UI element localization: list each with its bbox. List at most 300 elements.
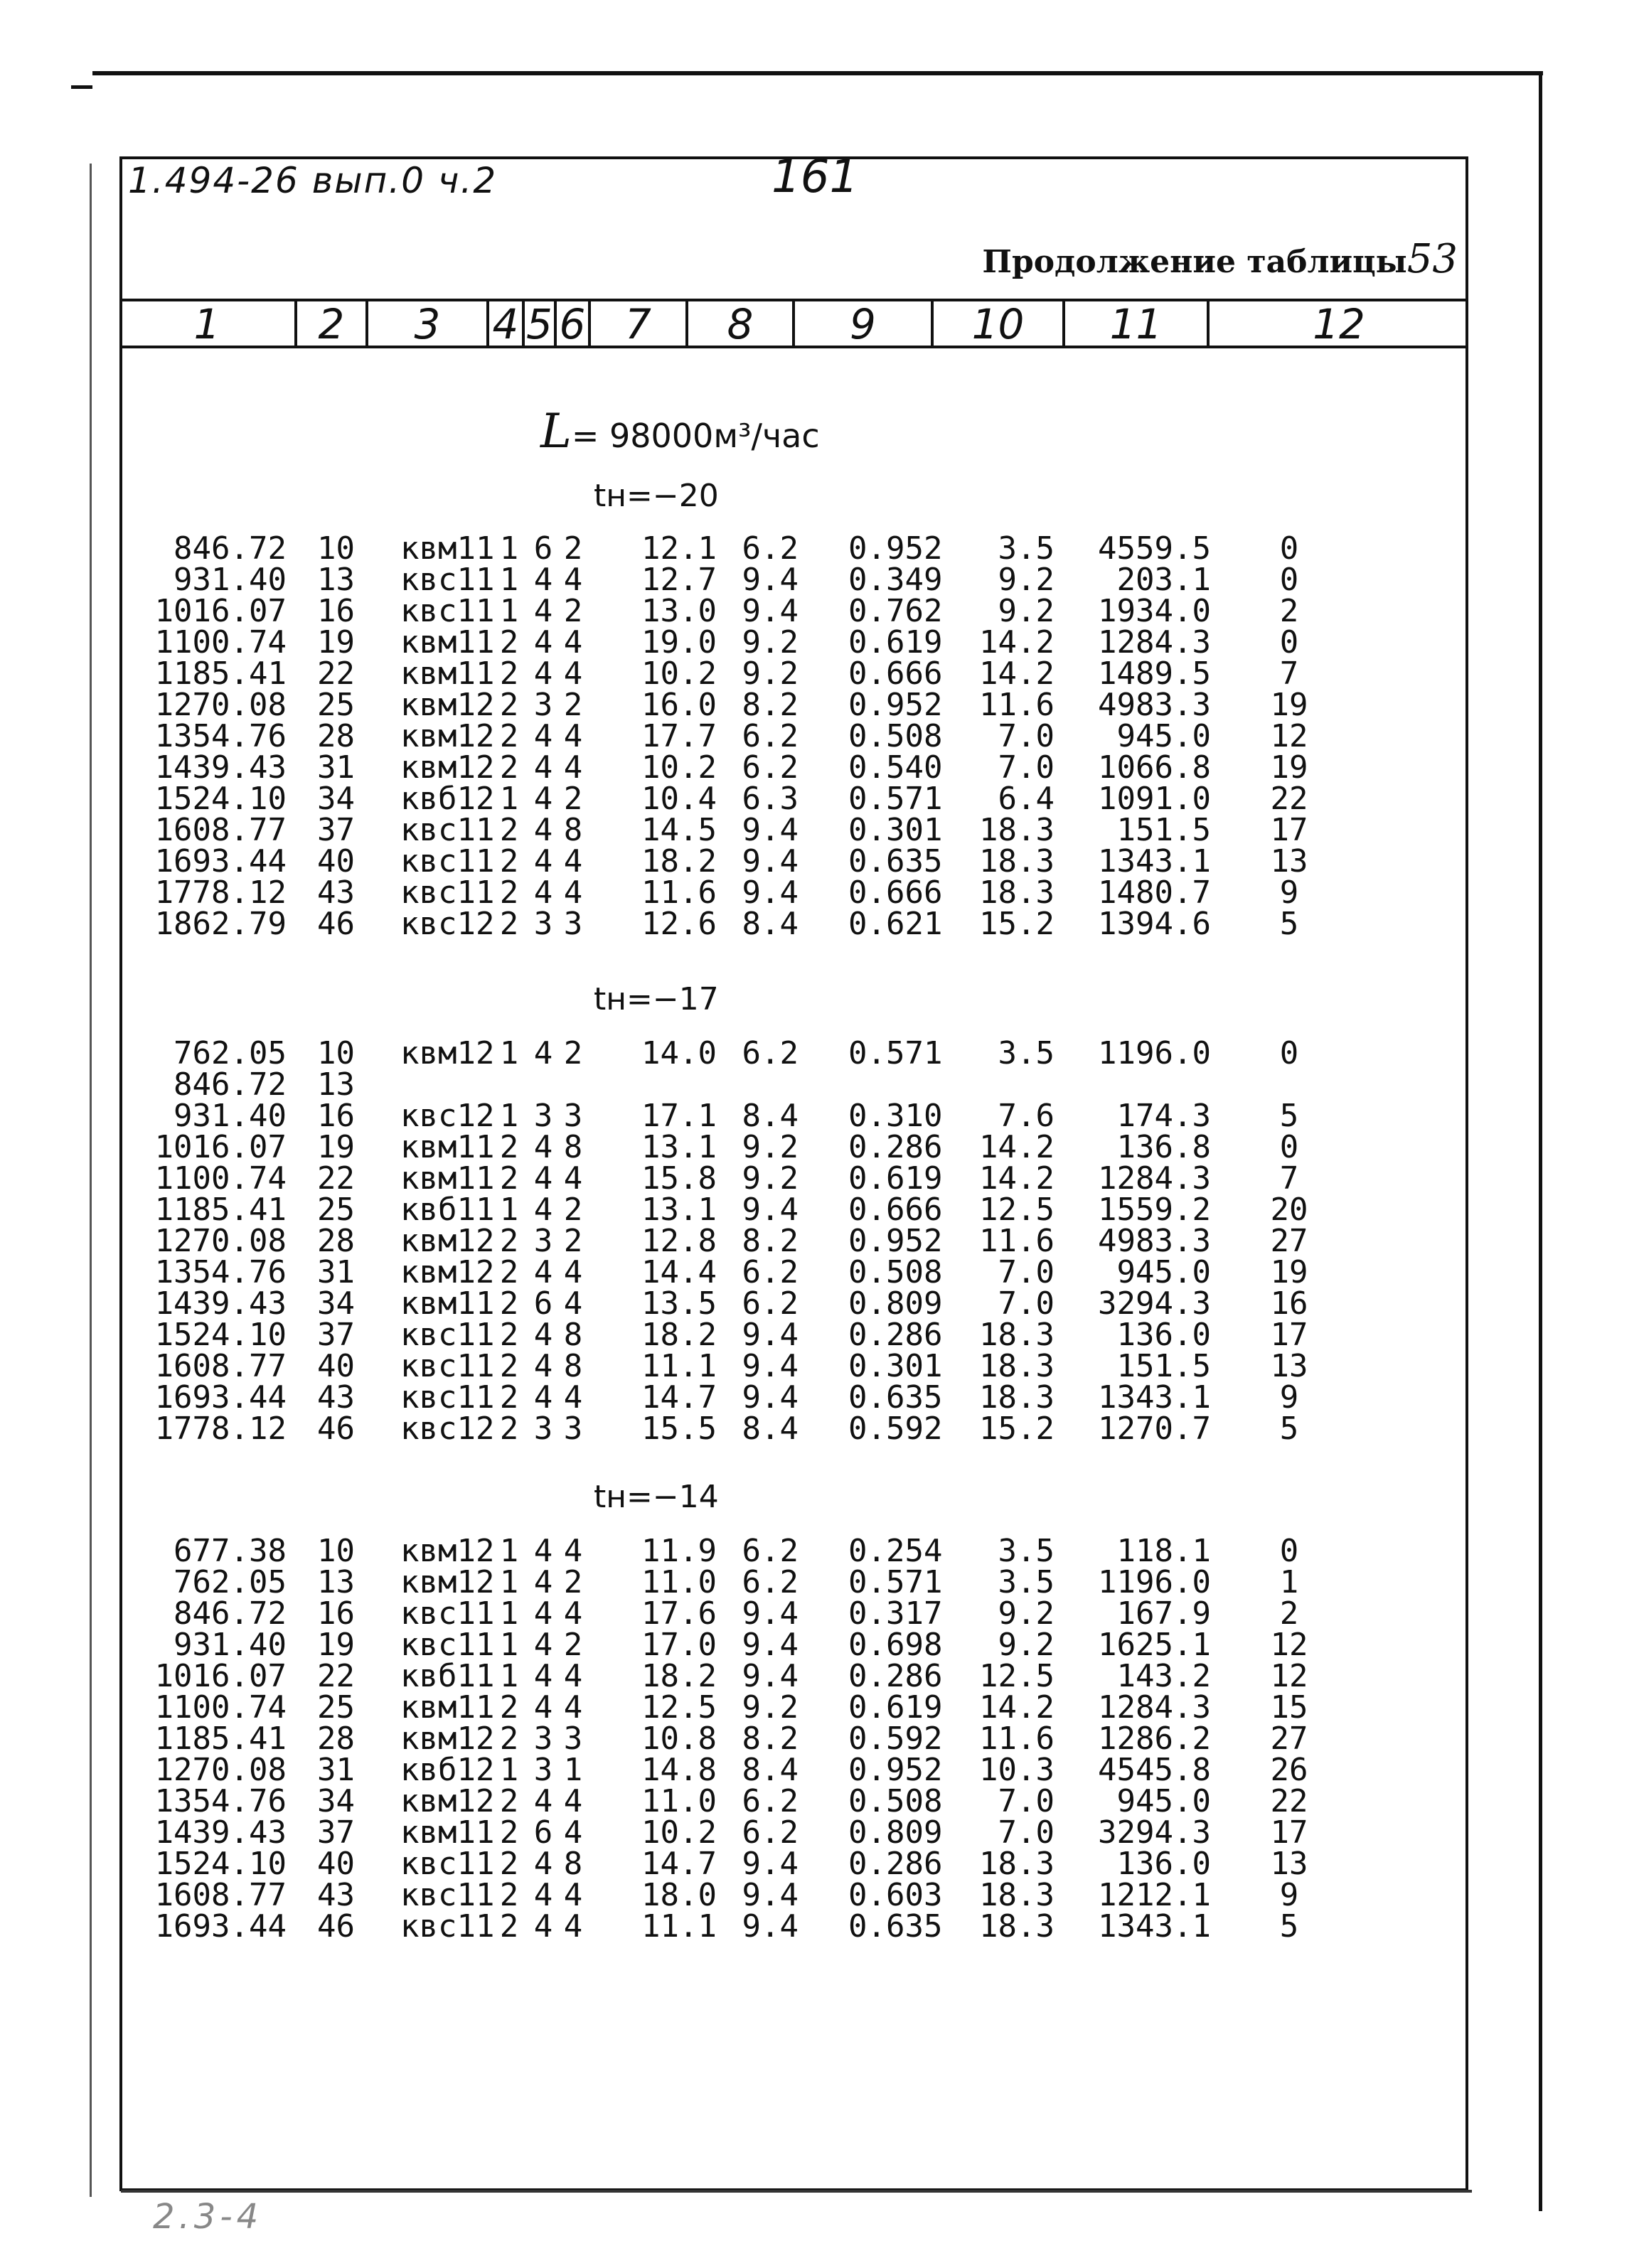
cell-col-6: 4 [563, 1285, 583, 1322]
cell-col-10: 12.5 [979, 1192, 1055, 1228]
cell-col-12: 5 [1279, 1908, 1299, 1945]
cell-col-10: 6.4 [998, 781, 1055, 817]
cell-col-8: 9.4 [742, 1348, 799, 1384]
cell-col-5: 4 [533, 843, 553, 879]
cell-col-7: 16.0 [641, 687, 717, 723]
cell-col-5: 4 [533, 1254, 553, 1290]
cell-col-3: квб12 [400, 1752, 495, 1788]
continuation-caption [982, 236, 1458, 282]
cell-col-1: 1016.07 [154, 1658, 287, 1694]
cell-col-1: 931.40 [173, 1627, 287, 1663]
cell-col-1: 1016.07 [154, 1129, 287, 1165]
cell-col-12: 2 [1279, 1595, 1299, 1632]
cell-col-2: 40 [317, 1846, 355, 1882]
cell-col-10: 12.5 [979, 1658, 1055, 1694]
cell-col-7: 12.7 [641, 562, 717, 598]
cell-col-6: 4 [563, 1877, 583, 1913]
table-row [119, 1348, 1468, 1384]
cell-col-4: 1 [499, 1533, 519, 1569]
cell-col-9: 0.286 [848, 1658, 943, 1694]
cell-col-10: 3.5 [998, 1533, 1055, 1569]
cell-col-8: 9.4 [742, 1908, 799, 1945]
cell-col-2: 25 [317, 1689, 355, 1726]
cell-col-8: 6.2 [742, 1285, 799, 1322]
cell-col-12: 15 [1270, 1689, 1308, 1726]
cell-col-1: 1354.76 [154, 718, 287, 754]
cell-col-4: 2 [499, 1129, 519, 1165]
cell-col-4: 2 [499, 1379, 519, 1416]
cell-col-5: 3 [533, 1752, 553, 1788]
cell-col-9: 0.952 [848, 1752, 943, 1788]
cell-col-12: 13 [1270, 1348, 1308, 1384]
cell-col-1: 846.72 [173, 530, 287, 567]
cell-col-9: 0.508 [848, 1783, 943, 1819]
cell-col-11: 1343.1 [1098, 1908, 1211, 1945]
cell-col-10: 11.6 [979, 1721, 1055, 1757]
cell-col-12: 0 [1279, 624, 1299, 660]
cell-col-3: квм11 [400, 1129, 495, 1165]
cell-col-8: 9.2 [742, 656, 799, 692]
cell-col-10: 18.3 [979, 1846, 1055, 1882]
cell-col-7: 17.0 [641, 1627, 717, 1663]
cell-col-3: квм12 [400, 1533, 495, 1569]
footer-stamp: 2.3-4 [153, 2197, 263, 2237]
cell-col-1: 1100.74 [154, 1160, 287, 1197]
cell-col-3: квм11 [400, 1689, 495, 1726]
cell-col-7: 13.1 [641, 1129, 717, 1165]
cell-col-9: 0.508 [848, 718, 943, 754]
cell-col-7: 14.0 [641, 1035, 717, 1071]
cell-col-7: 12.8 [641, 1223, 717, 1259]
cell-col-5: 4 [533, 749, 553, 786]
cell-col-4: 1 [499, 1098, 519, 1134]
cell-col-9: 0.809 [848, 1814, 943, 1851]
cell-col-8: 9.4 [742, 562, 799, 598]
cell-col-1: 1185.41 [154, 1721, 287, 1757]
cell-col-7: 12.5 [641, 1689, 717, 1726]
cell-col-1: 1185.41 [154, 1192, 287, 1228]
cell-col-7: 18.2 [641, 1658, 717, 1694]
cell-col-11: 4983.3 [1098, 687, 1211, 723]
cell-col-12: 19 [1270, 749, 1308, 786]
cell-col-8: 6.2 [742, 530, 799, 567]
cell-col-3: квс11 [400, 1877, 495, 1913]
cell-col-9: 0.666 [848, 874, 943, 911]
cell-col-5: 4 [533, 1192, 553, 1228]
cell-col-3: квб11 [400, 1192, 495, 1228]
cell-col-4: 1 [499, 1595, 519, 1632]
cell-col-7: 10.2 [641, 656, 717, 692]
top-tick-mark [71, 85, 92, 89]
cell-col-5: 4 [533, 874, 553, 911]
cell-col-9: 0.666 [848, 656, 943, 692]
cell-col-11: 1489.5 [1098, 656, 1211, 692]
cell-col-8: 9.2 [742, 1689, 799, 1726]
cell-col-5: 4 [533, 718, 553, 754]
cell-col-4: 1 [499, 1627, 519, 1663]
cell-col-4: 1 [499, 593, 519, 629]
cell-col-9: 0.698 [848, 1627, 943, 1663]
cell-col-10: 18.3 [979, 1877, 1055, 1913]
cell-col-1: 1270.08 [154, 1223, 287, 1259]
cell-col-7: 17.1 [641, 1098, 717, 1134]
cell-col-3: квм11 [400, 1160, 495, 1197]
cell-col-3: квм12 [400, 1254, 495, 1290]
cell-col-7: 10.4 [641, 781, 717, 817]
cell-col-9: 0.762 [848, 593, 943, 629]
cell-col-2: 34 [317, 781, 355, 817]
cell-col-3: квс12 [400, 1411, 495, 1447]
cell-col-1: 1354.76 [154, 1783, 287, 1819]
cell-col-7: 11.1 [641, 1908, 717, 1945]
column-header-5: 5 [525, 301, 557, 346]
cell-col-11: 151.5 [1116, 1348, 1211, 1384]
airflow-value: = 98000м³/час [571, 417, 820, 455]
cell-col-10: 7.0 [998, 1285, 1055, 1322]
cell-col-4: 2 [499, 1846, 519, 1882]
cell-col-4: 2 [499, 624, 519, 660]
cell-col-6: 4 [563, 1533, 583, 1569]
cell-col-6: 4 [563, 656, 583, 692]
cell-col-3: квм11 [400, 1285, 495, 1322]
cell-col-8: 6.2 [742, 1564, 799, 1600]
cell-col-7: 11.1 [641, 1348, 717, 1384]
cell-col-3: квм12 [400, 1223, 495, 1259]
cell-col-9: 0.809 [848, 1285, 943, 1322]
cell-col-6: 2 [563, 530, 583, 567]
cell-col-2: 43 [317, 1379, 355, 1416]
cell-col-2: 19 [317, 1129, 355, 1165]
cell-col-5: 4 [533, 1160, 553, 1197]
cell-col-4: 2 [499, 1317, 519, 1353]
cell-col-8: 6.2 [742, 1035, 799, 1071]
cell-col-11: 1284.3 [1098, 1160, 1211, 1197]
cell-col-2: 22 [317, 1160, 355, 1197]
cell-col-12: 9 [1279, 1379, 1299, 1416]
cell-col-11: 945.0 [1116, 718, 1211, 754]
document-code: 1.494-26 вып.0 ч.2 [128, 160, 498, 201]
cell-col-6: 4 [563, 1814, 583, 1851]
cell-col-5: 3 [533, 1721, 553, 1757]
cell-col-11: 1284.3 [1098, 1689, 1211, 1726]
cell-col-11: 143.2 [1116, 1658, 1211, 1694]
cell-col-5: 3 [533, 906, 553, 942]
cell-col-9: 0.301 [848, 1348, 943, 1384]
cell-col-1: 1608.77 [154, 1877, 287, 1913]
cell-col-7: 15.8 [641, 1160, 717, 1197]
cell-col-12: 20 [1270, 1192, 1308, 1228]
cell-col-1: 1270.08 [154, 1752, 287, 1788]
cell-col-1: 1693.44 [154, 843, 287, 879]
cell-col-2: 34 [317, 1285, 355, 1322]
cell-col-11: 151.5 [1116, 812, 1211, 848]
cell-col-5: 4 [533, 1783, 553, 1819]
section-rows [119, 530, 1468, 942]
cell-col-10: 3.5 [998, 1564, 1055, 1600]
table-row [119, 906, 1468, 942]
cell-col-11: 4559.5 [1098, 530, 1211, 567]
cell-col-12: 5 [1279, 906, 1299, 942]
cell-col-2: 37 [317, 1317, 355, 1353]
cell-col-5: 4 [533, 1595, 553, 1632]
cell-col-3: квс12 [400, 1098, 495, 1134]
cell-col-3: квс11 [400, 1627, 495, 1663]
cell-col-4: 2 [499, 749, 519, 786]
cell-col-4: 2 [499, 843, 519, 879]
cell-col-3: квс11 [400, 1348, 495, 1384]
cell-col-6: 8 [563, 812, 583, 848]
cell-col-9: 0.286 [848, 1129, 943, 1165]
cell-col-11: 1212.1 [1098, 1877, 1211, 1913]
cell-col-12: 7 [1279, 656, 1299, 692]
cell-col-4: 2 [499, 1223, 519, 1259]
cell-col-6: 2 [563, 1627, 583, 1663]
cell-col-1: 1693.44 [154, 1908, 287, 1945]
bottom-border-line [121, 2190, 1472, 2193]
cell-col-7: 11.9 [641, 1533, 717, 1569]
cell-col-3: квс11 [400, 812, 495, 848]
cell-col-2: 31 [317, 1254, 355, 1290]
table-number: 53 [1406, 236, 1458, 282]
cell-col-12: 17 [1270, 1317, 1308, 1353]
table-row [119, 843, 1468, 879]
cell-col-11: 945.0 [1116, 1783, 1211, 1819]
cell-col-2: 22 [317, 1658, 355, 1694]
cell-col-9: 0.286 [848, 1846, 943, 1882]
cell-col-11: 167.9 [1116, 1595, 1211, 1632]
table-row [119, 1627, 1468, 1663]
table-row [119, 783, 1468, 815]
cell-col-2: 13 [317, 1066, 355, 1103]
cell-col-7: 14.4 [641, 1254, 717, 1290]
cell-col-8: 9.4 [742, 812, 799, 848]
cell-col-4: 2 [499, 1908, 519, 1945]
cell-col-4: 2 [499, 1721, 519, 1757]
cell-col-8: 9.4 [742, 1877, 799, 1913]
cell-col-7: 10.2 [641, 749, 717, 786]
cell-col-2: 28 [317, 718, 355, 754]
table-row [119, 1723, 1468, 1755]
cell-col-1: 1693.44 [154, 1379, 287, 1416]
cell-col-8: 6.2 [742, 1783, 799, 1819]
cell-col-9: 0.349 [848, 562, 943, 598]
cell-col-6: 4 [563, 1658, 583, 1694]
cell-col-10: 7.0 [998, 1254, 1055, 1290]
cell-col-1: 1439.43 [154, 1285, 287, 1322]
cell-col-10: 18.3 [979, 1348, 1055, 1384]
cell-col-12: 27 [1270, 1223, 1308, 1259]
cell-col-6: 4 [563, 624, 583, 660]
cell-col-4: 2 [499, 812, 519, 848]
cell-col-4: 2 [499, 1877, 519, 1913]
cell-col-4: 2 [499, 687, 519, 723]
cell-col-9: 0.317 [848, 1595, 943, 1632]
cell-col-2: 43 [317, 1877, 355, 1913]
cell-col-7: 13.5 [641, 1285, 717, 1322]
cell-col-8: 9.4 [742, 843, 799, 879]
cell-col-2: 40 [317, 1348, 355, 1384]
cell-col-5: 4 [533, 1348, 553, 1384]
cell-col-12: 22 [1270, 1783, 1308, 1819]
cell-col-7: 17.6 [641, 1595, 717, 1632]
cell-col-7: 19.0 [641, 624, 717, 660]
cell-col-2: 37 [317, 1814, 355, 1851]
table-row [119, 1877, 1468, 1913]
cell-col-4: 2 [499, 1411, 519, 1447]
cell-col-9: 0.571 [848, 781, 943, 817]
cell-col-5: 4 [533, 1658, 553, 1694]
cell-col-12: 0 [1279, 562, 1299, 598]
cell-col-8: 9.2 [742, 1160, 799, 1197]
cell-col-2: 10 [317, 1533, 355, 1569]
cell-col-3: квм11 [400, 656, 495, 692]
cell-col-8: 6.2 [742, 718, 799, 754]
cell-col-7: 13.1 [641, 1192, 717, 1228]
cell-col-6: 8 [563, 1129, 583, 1165]
cell-col-5: 4 [533, 1846, 553, 1882]
cell-col-10: 15.2 [979, 1411, 1055, 1447]
cell-col-11: 1270.7 [1098, 1411, 1211, 1447]
cell-col-3: квм12 [400, 1721, 495, 1757]
cell-col-1: 1100.74 [154, 624, 287, 660]
cell-col-9: 0.619 [848, 1689, 943, 1726]
table-row [119, 1223, 1468, 1259]
cell-col-10: 18.3 [979, 874, 1055, 911]
cell-col-12: 12 [1270, 718, 1308, 754]
cell-col-10: 9.2 [998, 1627, 1055, 1663]
cell-col-10: 18.3 [979, 812, 1055, 848]
cell-col-12: 2 [1279, 593, 1299, 629]
cell-col-10: 18.3 [979, 843, 1055, 879]
cell-col-3: квм12 [400, 1783, 495, 1819]
table-row [119, 718, 1468, 754]
cell-col-6: 4 [563, 718, 583, 754]
cell-col-5: 6 [533, 1285, 553, 1322]
cell-col-7: 10.8 [641, 1721, 717, 1757]
cell-col-7: 14.8 [641, 1752, 717, 1788]
cell-col-8: 9.4 [742, 874, 799, 911]
cell-col-3: квс11 [400, 562, 495, 598]
cell-col-5: 4 [533, 624, 553, 660]
cell-col-7: 18.2 [641, 843, 717, 879]
column-header-row [119, 299, 1468, 348]
section-heading: tн=−17 [594, 981, 719, 1017]
cell-col-5: 4 [533, 1035, 553, 1071]
table-row [119, 749, 1468, 786]
cell-col-10: 18.3 [979, 1379, 1055, 1416]
cell-col-5: 3 [533, 1223, 553, 1259]
cell-col-2: 22 [317, 656, 355, 692]
cell-col-12: 17 [1270, 812, 1308, 848]
cell-col-11: 1066.8 [1098, 749, 1211, 786]
cell-col-4: 1 [499, 1752, 519, 1788]
cell-col-9: 0.301 [848, 812, 943, 848]
cell-col-7: 18.0 [641, 1877, 717, 1913]
table-row [119, 1317, 1468, 1353]
cell-col-12: 0 [1279, 1129, 1299, 1165]
top-border-line [92, 71, 1543, 75]
cell-col-5: 3 [533, 687, 553, 723]
cell-col-11: 3294.3 [1098, 1814, 1211, 1851]
cell-col-1: 762.05 [173, 1564, 287, 1600]
cell-col-12: 9 [1279, 874, 1299, 911]
cell-col-1: 1524.10 [154, 781, 287, 817]
table-row [119, 1160, 1468, 1197]
cell-col-2: 37 [317, 812, 355, 848]
cell-col-8: 8.4 [742, 906, 799, 942]
cell-col-4: 2 [499, 906, 519, 942]
cell-col-2: 10 [317, 530, 355, 567]
cell-col-2: 16 [317, 593, 355, 629]
cell-col-9: 0.619 [848, 624, 943, 660]
cell-col-10: 14.2 [979, 1129, 1055, 1165]
cell-col-2: 34 [317, 1783, 355, 1819]
table-row [119, 562, 1468, 598]
table-row [119, 1814, 1468, 1851]
cell-col-6: 2 [563, 781, 583, 817]
cell-col-9: 0.571 [848, 1564, 943, 1600]
cell-col-3: квм12 [400, 687, 495, 723]
cell-col-6: 2 [563, 1035, 583, 1071]
cell-col-8: 8.4 [742, 1752, 799, 1788]
cell-col-9: 0.571 [848, 1035, 943, 1071]
column-header-4: 4 [489, 301, 525, 346]
cell-col-12: 9 [1279, 1877, 1299, 1913]
cell-col-6: 8 [563, 1317, 583, 1353]
cell-col-10: 14.2 [979, 624, 1055, 660]
cell-col-10: 7.0 [998, 1814, 1055, 1851]
cell-col-1: 1524.10 [154, 1317, 287, 1353]
column-header-2: 2 [297, 301, 368, 346]
cell-col-11: 3294.3 [1098, 1285, 1211, 1322]
cell-col-12: 27 [1270, 1721, 1308, 1757]
cell-col-4: 2 [499, 1689, 519, 1726]
cell-col-8: 8.4 [742, 1098, 799, 1134]
cell-col-2: 46 [317, 906, 355, 942]
cell-col-6: 4 [563, 1689, 583, 1726]
airflow-caption [540, 404, 820, 459]
cell-col-3: квс12 [400, 906, 495, 942]
cell-col-4: 1 [499, 530, 519, 567]
cell-col-12: 16 [1270, 1285, 1308, 1322]
cell-col-3: квс11 [400, 1595, 495, 1632]
cell-col-1: 1100.74 [154, 1689, 287, 1726]
table-row [119, 687, 1468, 723]
cell-col-1: 1016.07 [154, 593, 287, 629]
cell-col-2: 19 [317, 624, 355, 660]
cell-col-5: 4 [533, 1627, 553, 1663]
page-number: 161 [772, 151, 859, 203]
cell-col-9: 0.603 [848, 1877, 943, 1913]
cell-col-6: 1 [563, 1752, 583, 1788]
cell-col-6: 3 [563, 906, 583, 942]
left-border-line [90, 164, 92, 2197]
cell-col-5: 4 [533, 1317, 553, 1353]
table-row [119, 1066, 1468, 1103]
cell-col-12: 26 [1270, 1752, 1308, 1788]
cell-col-8: 9.2 [742, 624, 799, 660]
column-header-11: 11 [1065, 301, 1210, 346]
cell-col-10: 9.2 [998, 562, 1055, 598]
cell-col-7: 10.2 [641, 1814, 717, 1851]
cell-col-9: 0.619 [848, 1160, 943, 1197]
cell-col-4: 2 [499, 1254, 519, 1290]
cell-col-10: 14.2 [979, 656, 1055, 692]
cell-col-6: 8 [563, 1348, 583, 1384]
cell-col-6: 4 [563, 1595, 583, 1632]
cell-col-3: квб12 [400, 781, 495, 817]
cell-col-2: 10 [317, 1035, 355, 1071]
